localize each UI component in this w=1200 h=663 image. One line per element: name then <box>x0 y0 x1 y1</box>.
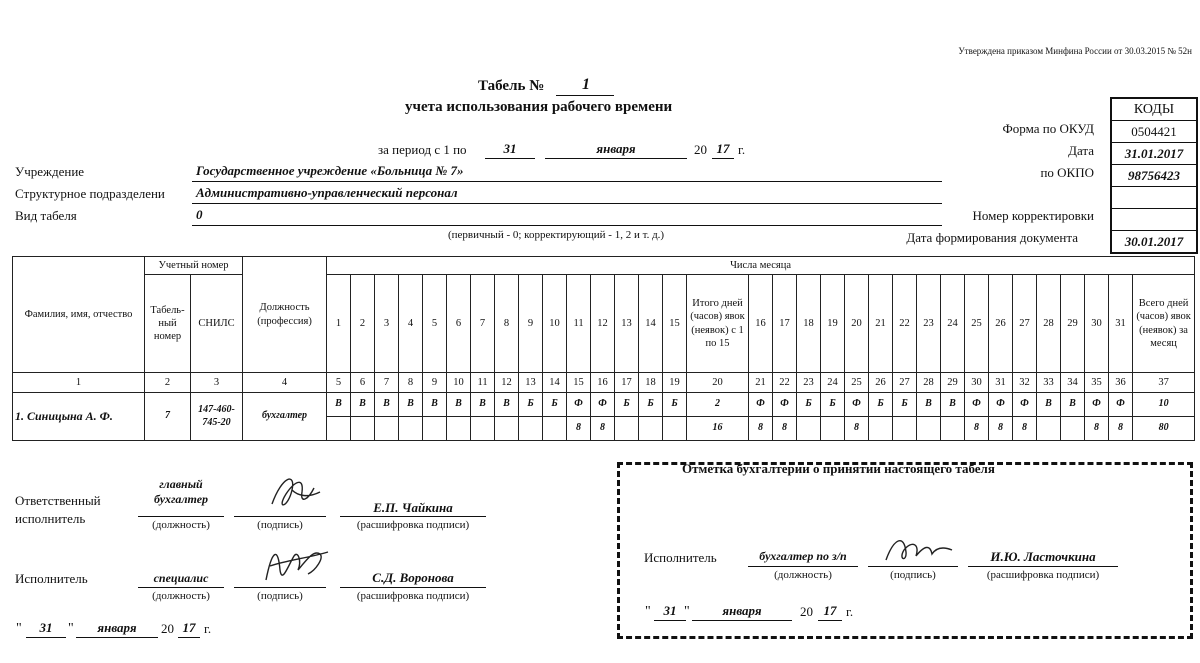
period-prefix: за период с 1 по <box>378 142 467 157</box>
header-account: Учетный номер <box>145 257 243 275</box>
day-header-18: 18 <box>797 275 821 373</box>
day-header-7: 7 <box>471 275 495 373</box>
day-hours-4 <box>399 417 423 441</box>
day-mark-2: В <box>351 393 375 417</box>
accounting-date-quote-close: " <box>684 604 690 619</box>
column-number-8: 8 <box>399 373 423 393</box>
day-mark-15: Б <box>663 393 687 417</box>
day-header-9: 9 <box>519 275 543 373</box>
column-number-12: 12 <box>495 373 519 393</box>
column-number-22: 22 <box>773 373 797 393</box>
timesheet-table <box>12 256 1195 441</box>
okud-label: Форма по ОКУД <box>1002 121 1094 136</box>
day-mark-3: В <box>375 393 399 417</box>
type-hint: (первичный - 0; корректирующий - 1, 2 и т. д.) <box>448 229 665 241</box>
day-mark-11: Ф <box>567 393 591 417</box>
day-header-11: 11 <box>567 275 591 373</box>
sign-date-day: 31 <box>39 620 53 635</box>
employee-snils: 147-460-745-20 <box>191 393 243 441</box>
accounting-date-day: 31 <box>663 603 677 618</box>
accounting-date-quote-open: " <box>645 604 651 619</box>
day-header-17: 17 <box>773 275 797 373</box>
day-hours-30: 8 <box>1085 417 1109 441</box>
day-hours-20: 8 <box>845 417 869 441</box>
day-hours-19 <box>821 417 845 441</box>
period-day: 31 <box>503 141 517 156</box>
column-number-5: 5 <box>327 373 351 393</box>
column-number-6: 6 <box>351 373 375 393</box>
accounting-title: Отметка бухгалтерии о принятии настоящего табеля <box>682 461 995 476</box>
sign-date-year-unit: г. <box>204 621 212 636</box>
column-number-32: 32 <box>1013 373 1037 393</box>
day-mark-19: Б <box>821 393 845 417</box>
date-label: Дата <box>1068 143 1094 158</box>
day-mark-13: Б <box>615 393 639 417</box>
day-header-14: 14 <box>639 275 663 373</box>
responsible-name: Е.П. Чайкина <box>373 500 453 515</box>
header-total-first-half: Итого дней (часов) явок (неявок) с 1 по 15 <box>687 275 749 373</box>
accounting-executor-label: Исполнитель <box>644 550 717 565</box>
period-month: января <box>596 141 636 156</box>
column-number-4: 4 <box>243 373 327 393</box>
executor-decode-caption: (расшифровка подписи) <box>356 590 470 602</box>
okud-code: 0504421 <box>1112 120 1196 142</box>
division-label: Структурное подразделени <box>15 186 165 201</box>
column-number-2: 2 <box>145 373 191 393</box>
executor-signature <box>258 540 332 588</box>
sign-date-year-prefix: 20 <box>161 621 174 636</box>
sign-date-year: 17 <box>182 620 196 635</box>
header-total-month: Всего дней (часов) явок (неявок) за месяц <box>1133 275 1195 373</box>
day-mark-24: В <box>941 393 965 417</box>
day-header-4: 4 <box>399 275 423 373</box>
day-mark-31: Ф <box>1109 393 1133 417</box>
approval-note: Утверждена приказом Минфина России от 30.03.2015 № 52н <box>958 46 1192 56</box>
day-header-31: 31 <box>1109 275 1133 373</box>
day-mark-6: В <box>447 393 471 417</box>
column-number-17: 17 <box>615 373 639 393</box>
column-number-27: 27 <box>893 373 917 393</box>
day-header-15: 15 <box>663 275 687 373</box>
executor-name: С.Д. Воронова <box>372 570 454 585</box>
day-header-23: 23 <box>917 275 941 373</box>
accounting-date-year-unit: г. <box>846 604 854 619</box>
responsible-signature <box>262 470 326 516</box>
executor-signature-caption: (подпись) <box>257 590 303 602</box>
day-header-25: 25 <box>965 275 989 373</box>
day-header-6: 6 <box>447 275 471 373</box>
correction-label: Номер корректировки <box>972 208 1094 223</box>
responsible-label: Ответственный исполнитель <box>15 493 101 526</box>
okpo-label: по ОКПО <box>1040 165 1094 180</box>
header-tab: Табель-ный номер <box>145 275 191 373</box>
day-mark-27: Ф <box>1013 393 1037 417</box>
header-days: Числа месяца <box>327 257 1195 275</box>
total-month-hours: 80 <box>1133 417 1195 441</box>
column-number-3: 3 <box>191 373 243 393</box>
day-hours-16: 8 <box>749 417 773 441</box>
total-month-days: 10 <box>1133 393 1195 417</box>
day-hours-12: 8 <box>591 417 615 441</box>
column-number-28: 28 <box>917 373 941 393</box>
day-mark-4: В <box>399 393 423 417</box>
accounting-name: И.Ю. Ласточкина <box>990 549 1096 564</box>
day-header-3: 3 <box>375 275 399 373</box>
day-hours-9 <box>519 417 543 441</box>
column-number-26: 26 <box>869 373 893 393</box>
column-number-34: 34 <box>1061 373 1085 393</box>
day-header-2: 2 <box>351 275 375 373</box>
period-year-prefix: 20 <box>694 142 707 157</box>
institution-label: Учреждение <box>15 164 85 179</box>
accounting-signature <box>880 530 956 568</box>
day-mark-28: В <box>1037 393 1061 417</box>
day-header-24: 24 <box>941 275 965 373</box>
column-number-37: 37 <box>1133 373 1195 393</box>
day-hours-18 <box>797 417 821 441</box>
date-quote-close: " <box>68 621 74 636</box>
day-hours-14 <box>639 417 663 441</box>
accounting-decode-caption: (расшифровка подписи) <box>986 569 1100 581</box>
formation-label: Дата формирования документа <box>906 230 1078 245</box>
day-mark-22: Б <box>893 393 917 417</box>
title-prefix: Табель № <box>478 78 545 94</box>
day-hours-27: 8 <box>1013 417 1037 441</box>
column-number-18: 18 <box>639 373 663 393</box>
institution-value: Государственное учреждение «Больница № 7» <box>196 163 464 178</box>
sign-date-month: января <box>97 620 137 635</box>
day-header-30: 30 <box>1085 275 1109 373</box>
column-number-33: 33 <box>1037 373 1061 393</box>
employee-tab-number: 7 <box>145 393 191 441</box>
signature-caption: (подпись) <box>257 519 303 531</box>
accounting-signature-caption: (подпись) <box>890 569 936 581</box>
day-header-22: 22 <box>893 275 917 373</box>
column-number-30: 30 <box>965 373 989 393</box>
column-number-10: 10 <box>447 373 471 393</box>
position-caption: (должность) <box>152 519 210 531</box>
day-header-12: 12 <box>591 275 615 373</box>
day-hours-13 <box>615 417 639 441</box>
day-header-5: 5 <box>423 275 447 373</box>
employee-position: бухгалтер <box>243 393 327 441</box>
column-number-1: 1 <box>13 373 145 393</box>
column-number-20: 20 <box>687 373 749 393</box>
executor-position: специалис <box>153 571 209 585</box>
day-hours-3 <box>375 417 399 441</box>
codes-empty-cell <box>1112 208 1196 230</box>
formation-date: 30.01.2017 <box>1112 230 1196 252</box>
column-number-13: 13 <box>519 373 543 393</box>
employee-name: 1. Синицына А. Ф. <box>13 393 145 441</box>
column-number-31: 31 <box>989 373 1013 393</box>
day-hours-10 <box>543 417 567 441</box>
day-hours-7 <box>471 417 495 441</box>
column-number-11: 11 <box>471 373 495 393</box>
column-number-7: 7 <box>375 373 399 393</box>
tabel-number: 1 <box>582 76 590 93</box>
column-number-15: 15 <box>567 373 591 393</box>
column-number-24: 24 <box>821 373 845 393</box>
day-header-19: 19 <box>821 275 845 373</box>
day-hours-29 <box>1061 417 1085 441</box>
day-mark-29: В <box>1061 393 1085 417</box>
day-header-13: 13 <box>615 275 639 373</box>
accounting-date-year: 17 <box>823 603 837 618</box>
day-header-21: 21 <box>869 275 893 373</box>
total-first-half-days: 2 <box>687 393 749 417</box>
accounting-date-year-prefix: 20 <box>800 604 813 619</box>
column-number-19: 19 <box>663 373 687 393</box>
period-year-unit: г. <box>738 142 746 157</box>
day-hours-2 <box>351 417 375 441</box>
column-number-23: 23 <box>797 373 821 393</box>
day-mark-26: Ф <box>989 393 1013 417</box>
day-mark-25: Ф <box>965 393 989 417</box>
day-header-20: 20 <box>845 275 869 373</box>
day-mark-14: Б <box>639 393 663 417</box>
day-header-10: 10 <box>543 275 567 373</box>
day-mark-7: В <box>471 393 495 417</box>
day-header-29: 29 <box>1061 275 1085 373</box>
day-header-27: 27 <box>1013 275 1037 373</box>
day-mark-12: Ф <box>591 393 615 417</box>
total-first-half-hours: 16 <box>687 417 749 441</box>
column-number-36: 36 <box>1109 373 1133 393</box>
day-hours-17: 8 <box>773 417 797 441</box>
division-value: Административно-управленческий персонал <box>196 185 458 200</box>
day-header-16: 16 <box>749 275 773 373</box>
day-mark-17: Ф <box>773 393 797 417</box>
accounting-position-caption: (должность) <box>774 569 832 581</box>
executor-position-caption: (должность) <box>152 590 210 602</box>
decode-caption: (расшифровка подписи) <box>356 519 470 531</box>
header-position: Должность (профессия) <box>243 257 327 373</box>
day-mark-8: В <box>495 393 519 417</box>
day-mark-20: Ф <box>845 393 869 417</box>
day-hours-28 <box>1037 417 1061 441</box>
header-snils: СНИЛС <box>191 275 243 373</box>
codes-box <box>1110 97 1198 254</box>
column-number-21: 21 <box>749 373 773 393</box>
day-hours-23 <box>917 417 941 441</box>
accounting-position: бухгалтер по з/п <box>759 549 847 563</box>
type-value: 0 <box>196 207 203 222</box>
day-mark-9: Б <box>519 393 543 417</box>
column-number-9: 9 <box>423 373 447 393</box>
type-label: Вид табеля <box>15 208 77 223</box>
day-hours-24 <box>941 417 965 441</box>
day-hours-26: 8 <box>989 417 1013 441</box>
column-number-16: 16 <box>591 373 615 393</box>
day-header-28: 28 <box>1037 275 1061 373</box>
day-hours-8 <box>495 417 519 441</box>
day-hours-25: 8 <box>965 417 989 441</box>
period-year: 17 <box>716 141 730 156</box>
correction-number <box>1112 186 1196 208</box>
day-hours-6 <box>447 417 471 441</box>
day-mark-16: Ф <box>749 393 773 417</box>
day-hours-21 <box>869 417 893 441</box>
day-hours-15 <box>663 417 687 441</box>
day-mark-23: В <box>917 393 941 417</box>
day-hours-31: 8 <box>1109 417 1133 441</box>
okpo-code: 98756423 <box>1112 164 1196 186</box>
document-date: 31.01.2017 <box>1112 142 1196 164</box>
day-header-8: 8 <box>495 275 519 373</box>
date-quote-open: " <box>16 621 22 636</box>
day-mark-10: Б <box>543 393 567 417</box>
day-mark-18: Б <box>797 393 821 417</box>
day-header-26: 26 <box>989 275 1013 373</box>
column-number-35: 35 <box>1085 373 1109 393</box>
day-hours-22 <box>893 417 917 441</box>
page-subtitle: учета использования рабочего времени <box>405 99 673 115</box>
codes-title: КОДЫ <box>1133 102 1175 117</box>
accounting-date-month: января <box>722 603 762 618</box>
column-number-25: 25 <box>845 373 869 393</box>
day-hours-5 <box>423 417 447 441</box>
column-number-14: 14 <box>543 373 567 393</box>
day-mark-5: В <box>423 393 447 417</box>
day-mark-30: Ф <box>1085 393 1109 417</box>
header-name: Фамилия, имя, отчество <box>13 257 145 373</box>
day-hours-11: 8 <box>567 417 591 441</box>
column-number-29: 29 <box>941 373 965 393</box>
day-header-1: 1 <box>327 275 351 373</box>
day-mark-1: В <box>327 393 351 417</box>
responsible-position: главный бухгалтер <box>153 477 209 506</box>
day-hours-1 <box>327 417 351 441</box>
day-mark-21: Б <box>869 393 893 417</box>
executor-label: Исполнитель <box>15 571 88 586</box>
